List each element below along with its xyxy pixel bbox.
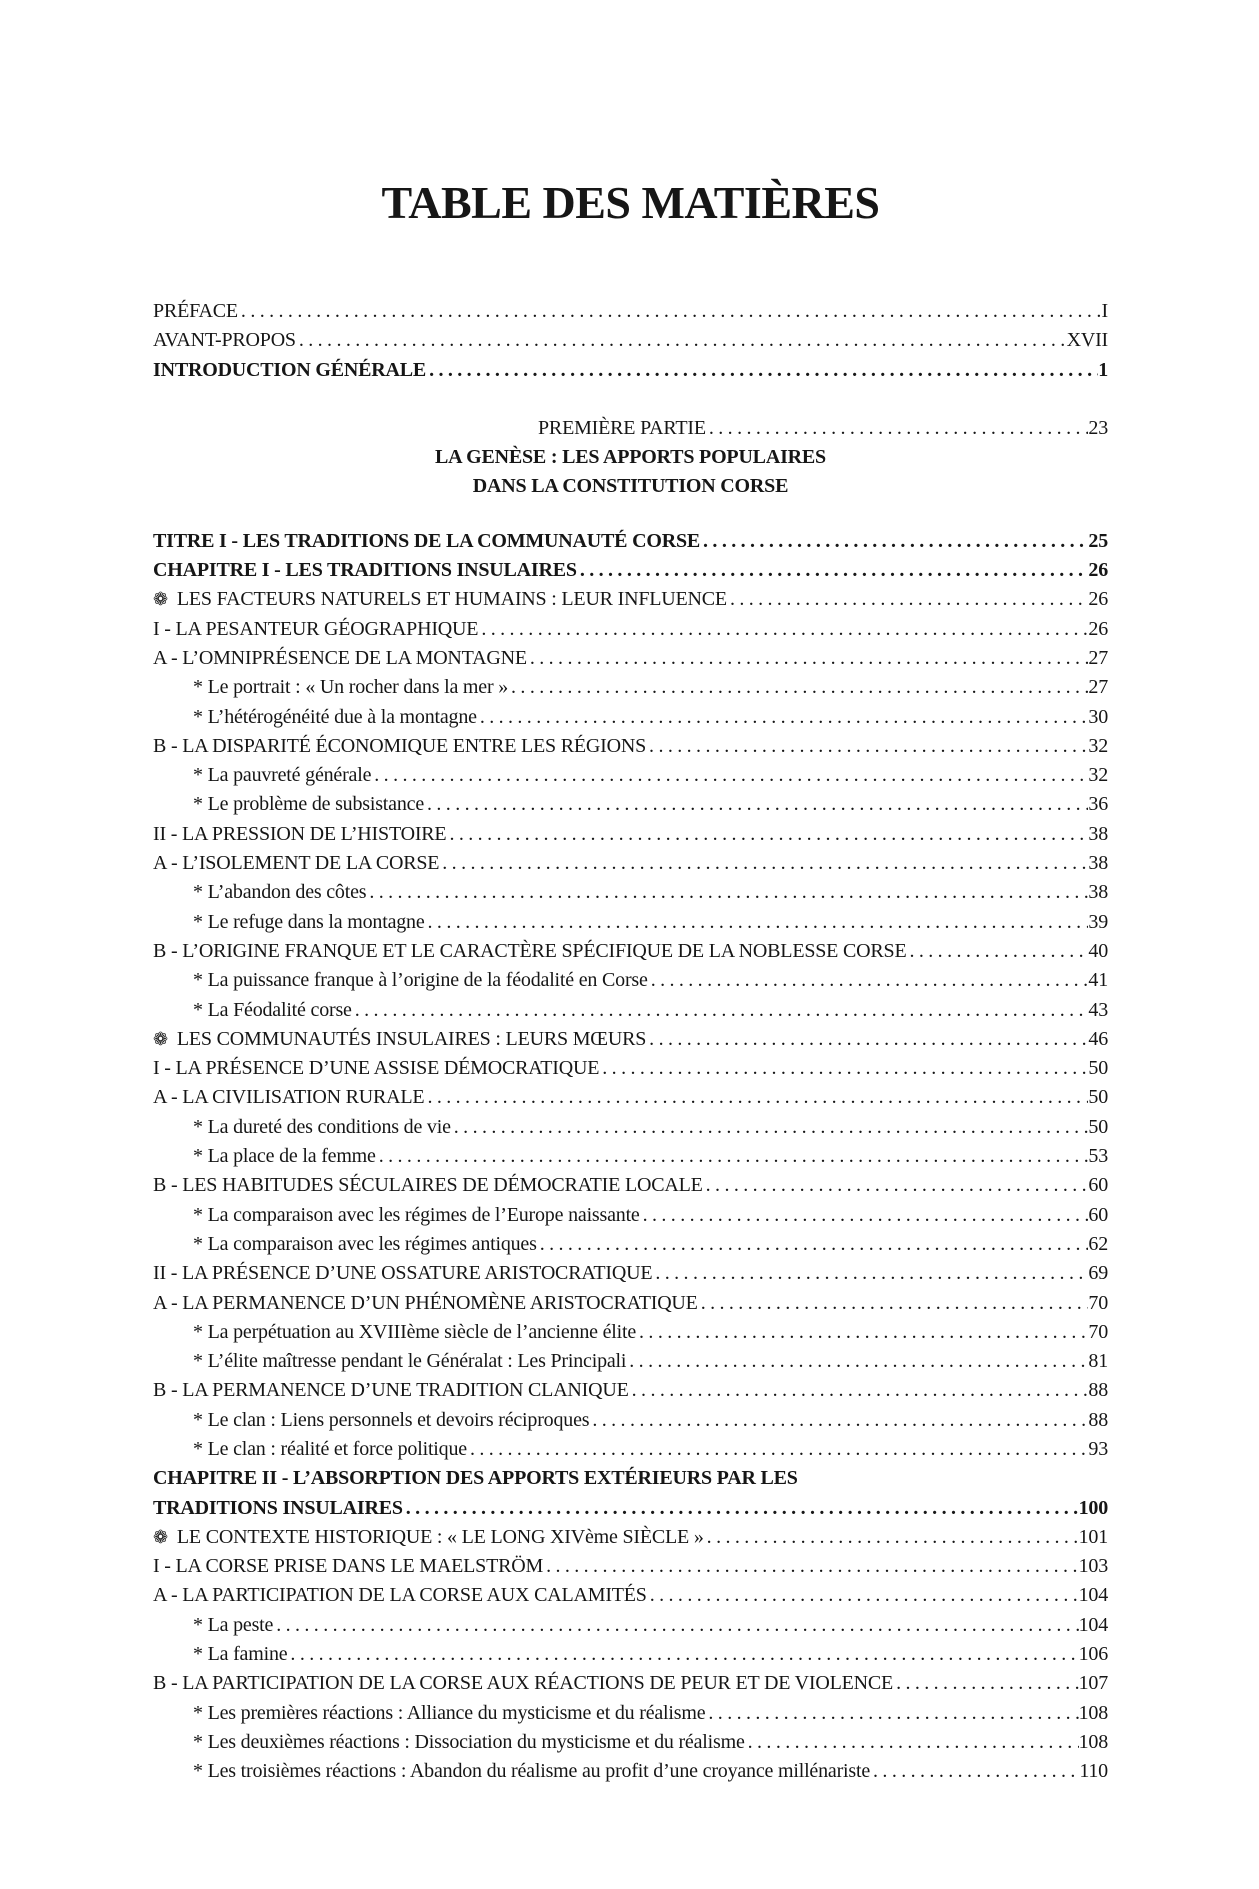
- toc-entry: [153, 1757, 1108, 1786]
- page-number: 108: [1078, 1701, 1108, 1724]
- toc-entry-label: B - LES HABITUDES SÉCULAIRES DE DÉMOCRATIE LOCALE: [153, 1174, 703, 1197]
- toc-entry-label: * Les troisièmes réactions : Abandon du réalisme au profit d’une croyance millénariste: [193, 1760, 871, 1783]
- toc-entry-label: * Le refuge dans la montagne: [193, 910, 425, 933]
- toc-entry-label: A - L’ISOLEMENT DE LA CORSE: [153, 852, 440, 875]
- page-number: 26: [1088, 559, 1108, 582]
- dot-leader: [870, 1757, 1079, 1786]
- toc-entry-label: B - L’ORIGINE FRANQUE ET LE CARACTÈRE SPÉCIFIQUE DE LA NOBLESSE CORSE: [153, 939, 907, 962]
- dot-leader: [425, 908, 1089, 937]
- page-number: 104: [1078, 1613, 1108, 1636]
- toc-entry-label: * Le portrait : « Un rocher dans la mer »: [193, 676, 509, 699]
- page-number: 26: [1088, 617, 1108, 640]
- page-number: 43: [1088, 998, 1108, 1021]
- dot-leader: [629, 1376, 1089, 1405]
- dot-leader: [646, 1025, 1088, 1054]
- toc-entry-label: AVANT-PROPOS: [153, 329, 296, 352]
- dot-leader: [467, 1435, 1088, 1464]
- toc-entry-label: DANS LA CONSTITUTION CORSE: [472, 475, 789, 498]
- dot-leader: [652, 1259, 1088, 1288]
- toc-entry: [153, 790, 1108, 819]
- page-number: 70: [1088, 1291, 1108, 1314]
- toc-entry-label: B - LA DISPARITÉ ÉCONOMIQUE ENTRE LES RÉGIONS: [153, 734, 647, 757]
- toc-entry-label: CHAPITRE II - L’ABSORPTION DES APPORTS EXTÉRIEURS PAR LES: [153, 1467, 798, 1490]
- toc-entry: [153, 1025, 1108, 1054]
- page-number: 69: [1088, 1262, 1108, 1285]
- dot-leader: [424, 790, 1088, 819]
- page-number: 100: [1078, 1496, 1108, 1519]
- toc-entry-label: * La dureté des conditions de vie: [193, 1115, 451, 1138]
- toc-entry: [153, 1201, 1108, 1230]
- toc-list: [153, 297, 1108, 1787]
- toc-entry-label: * Les deuxièmes réactions : Dissociation du mysticisme et du réalisme: [193, 1730, 745, 1753]
- dot-leader: [599, 1054, 1088, 1083]
- toc-entry-label: CHAPITRE I - LES TRADITIONS INSULAIRES: [153, 559, 577, 582]
- dot-leader: [439, 849, 1088, 878]
- page-number: 107: [1078, 1672, 1108, 1695]
- dot-leader: [296, 326, 1067, 355]
- page-number: 60: [1088, 1203, 1108, 1226]
- toc-entry: [153, 1699, 1108, 1728]
- toc-entry-label: * La place de la femme: [193, 1145, 376, 1168]
- toc-entry: [153, 1171, 1108, 1200]
- dot-leader: [446, 820, 1088, 849]
- rosette-icon: ❁: [153, 589, 168, 611]
- toc-entry-label: B - LA PARTICIPATION DE LA CORSE AUX RÉACTIONS DE PEUR ET DE VIOLENCE: [153, 1672, 894, 1695]
- toc-entry: [153, 1113, 1108, 1142]
- toc-entry: [153, 615, 1108, 644]
- toc-entry: [153, 297, 1108, 326]
- toc-entry-label: PRÉFACE: [153, 300, 238, 322]
- page-number: 23: [1088, 416, 1108, 439]
- dot-leader: [698, 1289, 1089, 1318]
- toc-entry-label: * La comparaison avec les régimes de l’Europe naissante: [193, 1203, 640, 1226]
- toc-entry: [153, 908, 1108, 937]
- toc-entry: [153, 414, 1108, 443]
- dot-leader: [704, 1523, 1079, 1552]
- dot-leader: [273, 1611, 1078, 1640]
- page-number: 30: [1088, 705, 1108, 728]
- page-number: 38: [1088, 881, 1108, 904]
- dot-leader: [366, 878, 1088, 907]
- toc-entry: [153, 1289, 1108, 1318]
- dot-leader: [589, 1406, 1088, 1435]
- page-number: 27: [1088, 646, 1108, 669]
- toc-entry: [153, 356, 1108, 385]
- page-number: 101: [1078, 1525, 1108, 1548]
- toc-entry-label: * La puissance franque à l’origine de la féodalité en Corse: [193, 969, 648, 992]
- page-number: 53: [1088, 1145, 1108, 1168]
- page-number: 60: [1088, 1174, 1108, 1197]
- toc-entry-label: II - LA PRÉSENCE D’UNE OSSATURE ARISTOCRATIQUE: [153, 1262, 653, 1285]
- toc-entry: [153, 1142, 1108, 1171]
- page-number: I: [1101, 300, 1108, 322]
- toc-entry: [153, 1054, 1108, 1083]
- dot-leader: [626, 1347, 1088, 1376]
- page-number: 104: [1078, 1584, 1108, 1607]
- toc-entry: [153, 1376, 1108, 1405]
- page-number: 88: [1088, 1408, 1108, 1431]
- toc-entry: [153, 527, 1108, 556]
- toc-entry: [153, 703, 1108, 732]
- toc-entry: [153, 472, 1108, 501]
- toc-entry-label: PREMIÈRE PARTIE: [538, 416, 706, 439]
- dot-leader: [700, 527, 1088, 556]
- toc-entry: [153, 820, 1108, 849]
- toc-entry: [153, 1728, 1108, 1757]
- dot-leader: [238, 297, 1102, 326]
- toc-entry-label: LE CONTEXTE HISTORIQUE : « LE LONG XIVème SIÈCLE »: [176, 1525, 704, 1548]
- rosette-icon: ❁: [153, 1526, 168, 1548]
- toc-entry: [153, 1230, 1108, 1259]
- dot-leader: [527, 644, 1089, 673]
- page-number: 110: [1079, 1760, 1108, 1783]
- toc-entry: [153, 1494, 1108, 1523]
- dot-leader: [703, 1171, 1089, 1200]
- toc-entry: [153, 1669, 1108, 1698]
- dot-leader: [451, 1113, 1089, 1142]
- toc-entry: [153, 1552, 1108, 1581]
- page-number: 1: [1098, 358, 1108, 381]
- dot-leader: [706, 414, 1089, 443]
- dot-leader: [705, 1699, 1078, 1728]
- toc-entry: [153, 1611, 1108, 1640]
- page-number: 27: [1088, 676, 1108, 699]
- toc-entry-label: * La peste: [193, 1613, 274, 1636]
- dot-leader: [371, 761, 1088, 790]
- dot-leader: [426, 356, 1098, 385]
- page-number: 50: [1088, 1115, 1108, 1138]
- dot-leader: [577, 556, 1089, 585]
- toc-entry-label: LES FACTEURS NATURELS ET HUMAINS : LEUR INFLUENCE: [176, 588, 727, 611]
- toc-entry-label: INTRODUCTION GÉNÉRALE: [153, 358, 427, 381]
- toc-entry-label: I - LA PRÉSENCE D’UNE ASSISE DÉMOCRATIQUE: [153, 1057, 600, 1080]
- toc-entry: [153, 761, 1108, 790]
- page-number: 108: [1078, 1730, 1108, 1753]
- dot-leader: [537, 1230, 1089, 1259]
- toc-entry-label: * L’élite maîtresse pendant le Généralat : Les Principali: [193, 1350, 627, 1373]
- toc-entry: [153, 1259, 1108, 1288]
- toc-entry: [153, 1464, 1108, 1493]
- page-number: 46: [1088, 1027, 1108, 1050]
- toc-entry: [153, 1581, 1108, 1610]
- toc-entry: [153, 326, 1108, 355]
- toc-entry-label: TRADITIONS INSULAIRES: [153, 1496, 403, 1519]
- page-number: 106: [1078, 1643, 1108, 1666]
- dot-leader: [745, 1728, 1079, 1757]
- toc-entry: [153, 732, 1108, 761]
- toc-entry-label: A - LA CIVILISATION RURALE: [153, 1086, 425, 1109]
- page-number: 88: [1088, 1379, 1108, 1402]
- page-number: 40: [1088, 939, 1108, 962]
- toc-entry: [153, 673, 1108, 702]
- toc-entry-label: * La pauvreté générale: [193, 764, 372, 787]
- page-number: 62: [1088, 1232, 1108, 1255]
- rosette-icon: ❁: [153, 1028, 168, 1050]
- toc-entry-label: * La comparaison avec les régimes antiques: [193, 1232, 537, 1255]
- toc-entry-label: LES COMMUNAUTÉS INSULAIRES : LEURS MŒURS: [176, 1027, 647, 1050]
- toc-entry: [153, 878, 1108, 907]
- toc-entry: [153, 1318, 1108, 1347]
- dot-leader: [640, 1201, 1089, 1230]
- page-number: 38: [1088, 852, 1108, 875]
- toc-entry: [153, 966, 1108, 995]
- toc-entry: [153, 1083, 1108, 1112]
- toc-entry: [153, 849, 1108, 878]
- toc-entry-label: * Le clan : réalité et force politique: [193, 1437, 467, 1460]
- toc-entry: [153, 1435, 1108, 1464]
- toc-entry-label: A - L’OMNIPRÉSENCE DE LA MONTAGNE: [153, 646, 527, 669]
- toc-entry: [153, 1523, 1108, 1552]
- toc-entry-label: * La perpétuation au XVIIIème siècle de l’ancienne élite: [193, 1320, 637, 1343]
- toc-entry-label: A - LA PARTICIPATION DE LA CORSE AUX CALAMITÉS: [153, 1584, 647, 1607]
- dot-leader: [893, 1669, 1079, 1698]
- dot-leader: [403, 1494, 1079, 1523]
- toc-entry-label: I - LA PESANTEUR GÉOGRAPHIQUE: [153, 617, 479, 640]
- page-number: 81: [1088, 1350, 1108, 1373]
- toc-entry: [153, 443, 1108, 472]
- toc-entry: [153, 1406, 1108, 1435]
- dot-leader: [646, 732, 1088, 761]
- page-number: 36: [1088, 793, 1108, 816]
- dot-leader: [478, 615, 1088, 644]
- page-number: 32: [1088, 764, 1108, 787]
- toc-entry: [153, 1640, 1108, 1669]
- toc-entry-label: * L’abandon des côtes: [193, 881, 367, 904]
- dot-leader: [727, 585, 1088, 614]
- toc-entry-label: LA GENÈSE : LES APPORTS POPULAIRES: [435, 446, 826, 469]
- dot-leader: [352, 996, 1089, 1025]
- dot-leader: [648, 966, 1089, 995]
- toc-entry-label: II - LA PRESSION DE L’HISTOIRE: [153, 822, 447, 845]
- page-number: 50: [1088, 1057, 1108, 1080]
- dot-leader: [906, 937, 1088, 966]
- page-number: 26: [1088, 588, 1108, 611]
- toc-entry: [153, 644, 1108, 673]
- page-number: 41: [1088, 969, 1108, 992]
- toc-entry: [153, 937, 1108, 966]
- page-number: 25: [1088, 529, 1108, 552]
- toc-entry-label: B - LA PERMANENCE D’UNE TRADITION CLANIQUE: [153, 1379, 629, 1402]
- toc-entry: [153, 585, 1108, 614]
- dot-leader: [636, 1318, 1088, 1347]
- toc-entry: [153, 996, 1108, 1025]
- page-number: 50: [1088, 1086, 1108, 1109]
- page-number: 93: [1088, 1437, 1108, 1460]
- toc-entry-label: TITRE I - LES TRADITIONS DE LA COMMUNAUTÉ CORSE: [153, 529, 701, 552]
- toc-entry: [153, 1347, 1108, 1376]
- dot-leader: [543, 1552, 1079, 1581]
- dot-leader: [424, 1083, 1088, 1112]
- page-number: 103: [1078, 1555, 1108, 1578]
- page-title: TABLE DES MATIÈRES: [381, 177, 880, 228]
- dot-leader: [647, 1581, 1079, 1610]
- toc-entry-label: * Le problème de subsistance: [193, 793, 424, 816]
- dot-leader: [477, 703, 1089, 732]
- toc-entry-label: * Les premières réactions : Alliance du mysticisme et du réalisme: [193, 1701, 706, 1724]
- page-number: 38: [1088, 822, 1108, 845]
- toc-entry-label: * Le clan : Liens personnels et devoirs réciproques: [193, 1408, 590, 1431]
- toc-entry: [153, 556, 1108, 585]
- toc-entry-label: I - LA CORSE PRISE DANS LE MAELSTRÖM: [153, 1555, 544, 1578]
- toc-entry-label: * La famine: [193, 1643, 288, 1666]
- page-number: 70: [1088, 1320, 1108, 1343]
- dot-leader: [287, 1640, 1078, 1669]
- dot-leader: [376, 1142, 1089, 1171]
- page-number: 32: [1088, 734, 1108, 757]
- page-number: 39: [1088, 910, 1108, 933]
- toc-entry-label: * L’hétérogénéité due à la montagne: [193, 705, 477, 728]
- dot-leader: [508, 673, 1088, 702]
- page-number: XVII: [1066, 329, 1108, 352]
- toc-entry-label: A - LA PERMANENCE D’UN PHÉNOMÈNE ARISTOCRATIQUE: [153, 1291, 698, 1314]
- toc-entry-label: * La Féodalité corse: [193, 998, 352, 1021]
